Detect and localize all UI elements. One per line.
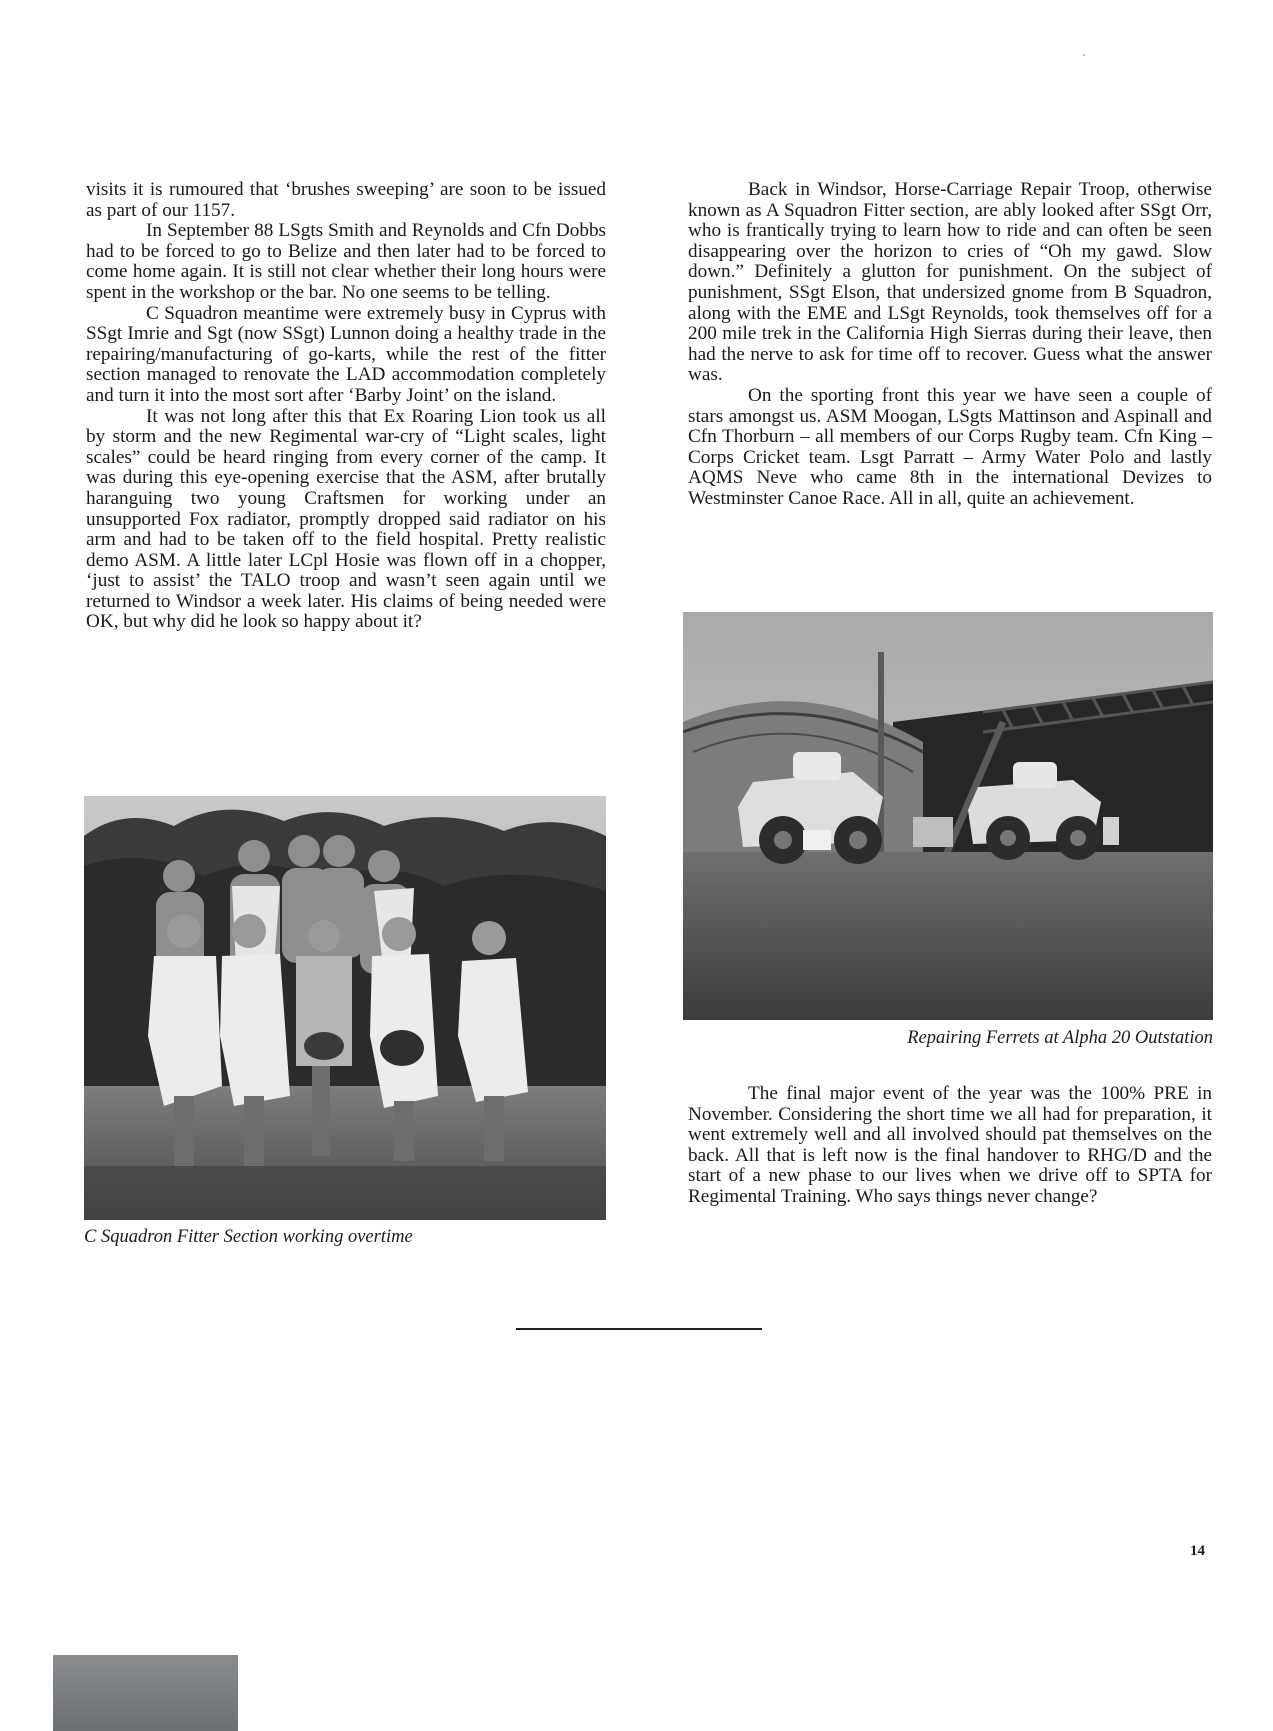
- fitter-section-caption: C Squadron Fitter Section working overtime: [84, 1227, 413, 1247]
- paragraph: visits it is rumoured that ‘brushes sweeping’ are soon to be issued as part of our 1157.: [86, 179, 606, 221]
- paragraph: Back in Windsor, Horse-Carriage Repair Troop, otherwise known as A Squadron Fitter section, are ably looked after SSgt Orr, who is frantically trying to learn how to ride and can often be seen disappearing over the horizon to cries of “Oh my gawd. Slow down.” Definitely a glutton for punishment. On the subject of punishment, SSgt Elson, that undersized gnome from B Squadron, along with the EME and LSgt Reynolds, took themselves off for a 200 mile trek in the California High Sierras during their leave, then had the nerve to ask for time off to recover. Guess what the answer was.: [688, 179, 1212, 386]
- fitter-section-photo-graphic: [84, 796, 606, 1220]
- right-column-bottom-text: [688, 1084, 1212, 1208]
- scan-speck: [1083, 54, 1085, 56]
- ferrets-photo-graphic: [683, 612, 1213, 1020]
- paragraph: It was not long after this that Ex Roaring Lion took us all by storm and the new Regimental war-cry of “Light scales, light scales” could be heard ringing from every corner of the camp. It was during this eye-opening exercise that the ASM, after brutally haranguing two young Craftsmen for working under an unsupported Fox radiator, promptly dropped said radiator on his arm and had to be taken off to the field hospital. Pretty realistic demo ASM. A little later LCpl Hosie was flown off in a chopper, ‘just to assist’ the TALO troop and wasn’t seen again until we returned to Windsor a week later. His claims of being needed were OK, but why did he look so happy about it?: [86, 405, 606, 633]
- paragraph: C Squadron meantime were extremely busy in Cyprus with SSgt Imrie and Sgt (now SSgt) Lunnon doing a healthy trade in the repairing/manufacturing of go-karts, while the rest of the fitter section managed to renovate the LAD accommodation completely and turn it into the most sort after ‘Barby Joint’ on the island.: [86, 302, 606, 406]
- paragraph: In September 88 LSgts Smith and Reynolds and Cfn Dobbs had to be forced to go to Belize and then later had to be forced to come home again. It is still not clear whether their long hours were spent in the workshop or the bar. No one seems to be telling.: [86, 220, 606, 303]
- paragraph: The final major event of the year was the 100% PRE in November. Considering the short time we all had for preparation, it went extremely well and all involved should pat themselves on the back. All that is left now is the final handover to RHG/D and the start of a new phase to our lives when we drive off to SPTA for Regimental Training. Who says things never change?: [688, 1083, 1212, 1207]
- end-rule: [516, 1328, 762, 1330]
- left-column-text: [86, 180, 606, 633]
- ferrets-photo: [683, 612, 1213, 1020]
- paragraph: On the sporting front this year we have seen a couple of stars amongst us. ASM Moogan, LSgts Mattinson and Aspinall and Cfn Thorburn – all members of our Corps Rugby team. Cfn King – Corps Cricket team. Lsgt Parratt – Army Water Polo and lastly AQMS Neve who came 8th in the international Devizes to Westminster Canoe Race. All in all, quite an achievement.: [688, 384, 1212, 509]
- fitter-section-photo: [84, 796, 606, 1220]
- right-column-text: [688, 180, 1212, 510]
- ferrets-caption: Repairing Ferrets at Alpha 20 Outstation: [907, 1028, 1213, 1048]
- scan-edge-strip: [53, 1655, 238, 1731]
- page-number: 14: [1190, 1543, 1205, 1559]
